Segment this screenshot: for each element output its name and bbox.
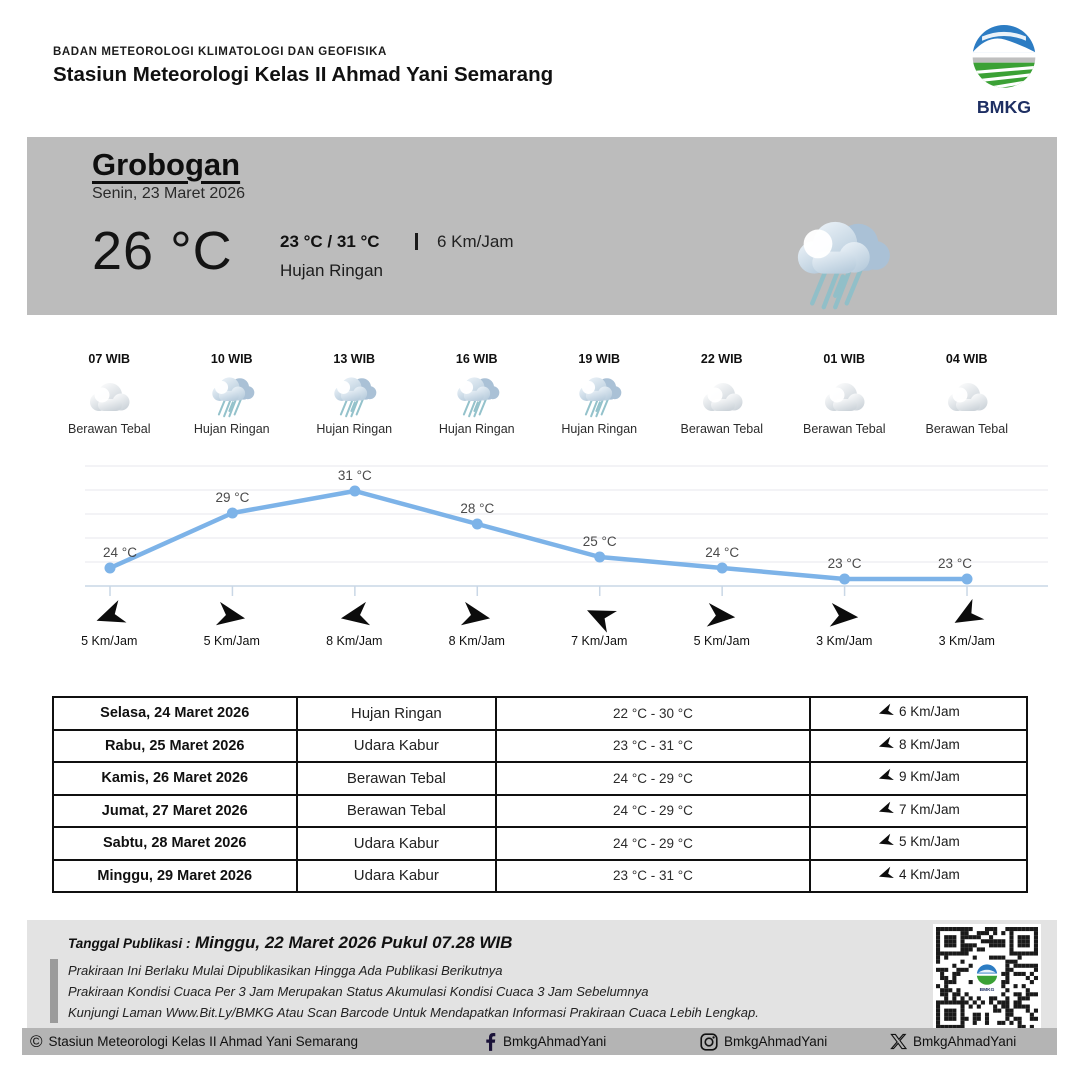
agency-name: BADAN METEOROLOGI KLIMATOLOGI DAN GEOFISIKA [53, 46, 387, 58]
wind-direction-arrow [875, 702, 896, 722]
cloud-icon [85, 376, 133, 418]
wind-direction-arrow [875, 734, 896, 754]
wind-direction-arrow [578, 595, 621, 636]
wind-row [48, 601, 1028, 648]
svg-text:29 °C: 29 °C [215, 490, 250, 505]
bmkg-logo-icon [965, 24, 1043, 116]
note-line: Prakiraan Kondisi Cuaca Per 3 Jam Merupakan Status Akumulasi Kondisi Cuaca 3 Jam Sebelumnya [68, 984, 649, 999]
wind-item: 3 Km/Jam [783, 601, 906, 648]
table-row: Kamis, 26 Maret 2026 Berawan Tebal 24 °C - 29 °C 9 Km/Jam [53, 762, 1027, 795]
current-temperature: 26 °C [92, 221, 233, 281]
bmkg-logo [948, 24, 1060, 116]
cloud-icon [943, 376, 991, 418]
rain-icon [453, 376, 501, 418]
current-condition: Hujan Ringan [280, 261, 384, 280]
divider [415, 233, 418, 250]
wind-direction-arrow [827, 600, 862, 633]
wind-direction-arrow [213, 598, 251, 633]
wind-direction-arrow [875, 864, 896, 884]
svg-text:31 °C: 31 °C [337, 468, 372, 483]
qr-code-image [936, 927, 1038, 1029]
wind-direction-arrow [335, 598, 373, 633]
wind-direction-arrow [89, 596, 130, 635]
svg-text:24 °C: 24 °C [705, 545, 740, 560]
forecast-table [52, 696, 1028, 893]
copyright: © Stasiun Meteorologi Kelas II Ahmad Yani Semarang [30, 1031, 358, 1051]
wind-direction-arrow [875, 767, 896, 787]
hourly-item: 07 WIB Berawan Tebal [68, 352, 151, 436]
table-row: Sabtu, 28 Maret 2026 Udara Kabur 24 °C - 29 °C 5 Km/Jam [53, 827, 1027, 860]
hourly-item: 16 WIB Hujan Ringan [438, 352, 515, 436]
qr-code [933, 924, 1041, 1032]
wind-item: 5 Km/Jam [661, 601, 784, 648]
svg-text:23 °C: 23 °C [827, 556, 862, 571]
wind-item: 8 Km/Jam [293, 601, 416, 648]
rain-cloud-icon [789, 219, 893, 311]
facebook-handle[interactable]: BmkgAhmadYani [480, 1028, 606, 1055]
current-date: Senin, 23 Maret 2026 [92, 185, 245, 202]
station-name: Stasiun Meteorologi Kelas II Ahmad Yani Semarang [53, 63, 554, 86]
table-row: Selasa, 24 Maret 2026 Hujan Ringan 22 °C - 30 °C 6 Km/Jam [53, 697, 1027, 730]
temperature-chart [0, 450, 1080, 602]
x-icon [890, 1033, 907, 1050]
location-title: Grobogan [92, 147, 241, 182]
hourly-item: 22 WIB Berawan Tebal [680, 352, 763, 436]
svg-text:BMKG: BMKG [976, 96, 1032, 116]
wind-item: 5 Km/Jam [48, 601, 171, 648]
rain-icon [330, 376, 378, 418]
svg-text:24 °C: 24 °C [103, 545, 137, 560]
wind-direction-arrow [458, 598, 496, 633]
publication-date: Tanggal Publikasi : Minggu, 22 Maret 2026 Pukul 07.28 WIB [68, 933, 513, 952]
wind-item: 8 Km/Jam [416, 601, 539, 648]
hourly-item: 01 WIB Berawan Tebal [803, 352, 886, 436]
svg-text:25 °C: 25 °C [582, 534, 617, 549]
wind-direction-arrow [945, 595, 989, 637]
current-weather-card [27, 137, 1057, 315]
header [53, 46, 553, 87]
note-line: Prakiraan Ini Berlaku Mulai Dipublikasikan Hingga Ada Publikasi Berikutnya [68, 963, 503, 978]
hourly-item: 13 WIB Hujan Ringan [316, 352, 393, 436]
instagram-handle[interactable]: BmkgAhmadYani [700, 1028, 827, 1055]
wind-item: 5 Km/Jam [171, 601, 294, 648]
instagram-icon [700, 1033, 718, 1051]
table-row: Minggu, 29 Maret 2026 Udara Kabur 23 °C - 31 °C 4 Km/Jam [53, 860, 1027, 893]
wind-item: 3 Km/Jam [906, 601, 1029, 648]
twitter-handle[interactable]: BmkgAhmadYani [890, 1028, 1016, 1055]
temp-min-max: 23 °C / 31 °C [280, 232, 380, 251]
cloud-icon [820, 376, 868, 418]
wind-item: 7 Km/Jam [538, 601, 661, 648]
hourly-item: 10 WIB Hujan Ringan [193, 352, 270, 436]
svg-text:28 °C: 28 °C [460, 501, 495, 516]
notes-accent-bar [50, 959, 58, 1023]
hourly-item: 19 WIB Hujan Ringan [561, 352, 638, 436]
rain-icon [208, 376, 256, 418]
table-row: Rabu, 25 Maret 2026 Udara Kabur 23 °C - 31 °C 8 Km/Jam [53, 730, 1027, 763]
table-row: Jumat, 27 Maret 2026 Berawan Tebal 24 °C - 29 °C 7 Km/Jam [53, 795, 1027, 828]
footer [27, 920, 1057, 1028]
current-wind-speed: 6 Km/Jam [437, 232, 514, 251]
hourly-item: 04 WIB Berawan Tebal [925, 352, 1008, 436]
svg-text:BMKG: BMKG [979, 988, 995, 994]
footer-notes [68, 960, 759, 1023]
note-line: Kunjungi Laman Www.Bit.Ly/BMKG Atau Scan Barcode Untuk Mendapatkan Informasi Prakiraan Cuaca Lebih Lengkap. [68, 1005, 759, 1020]
hourly-forecast [48, 352, 1028, 436]
cloud-icon [698, 376, 746, 418]
wind-direction-arrow [704, 600, 739, 633]
facebook-icon [480, 1032, 497, 1051]
wind-direction-arrow [875, 799, 896, 819]
bottom-bar [22, 1028, 1057, 1055]
copyright-icon: © [30, 1031, 43, 1051]
rain-icon [575, 376, 623, 418]
wind-direction-arrow [875, 832, 896, 852]
svg-text:23 °C: 23 °C [938, 556, 972, 571]
